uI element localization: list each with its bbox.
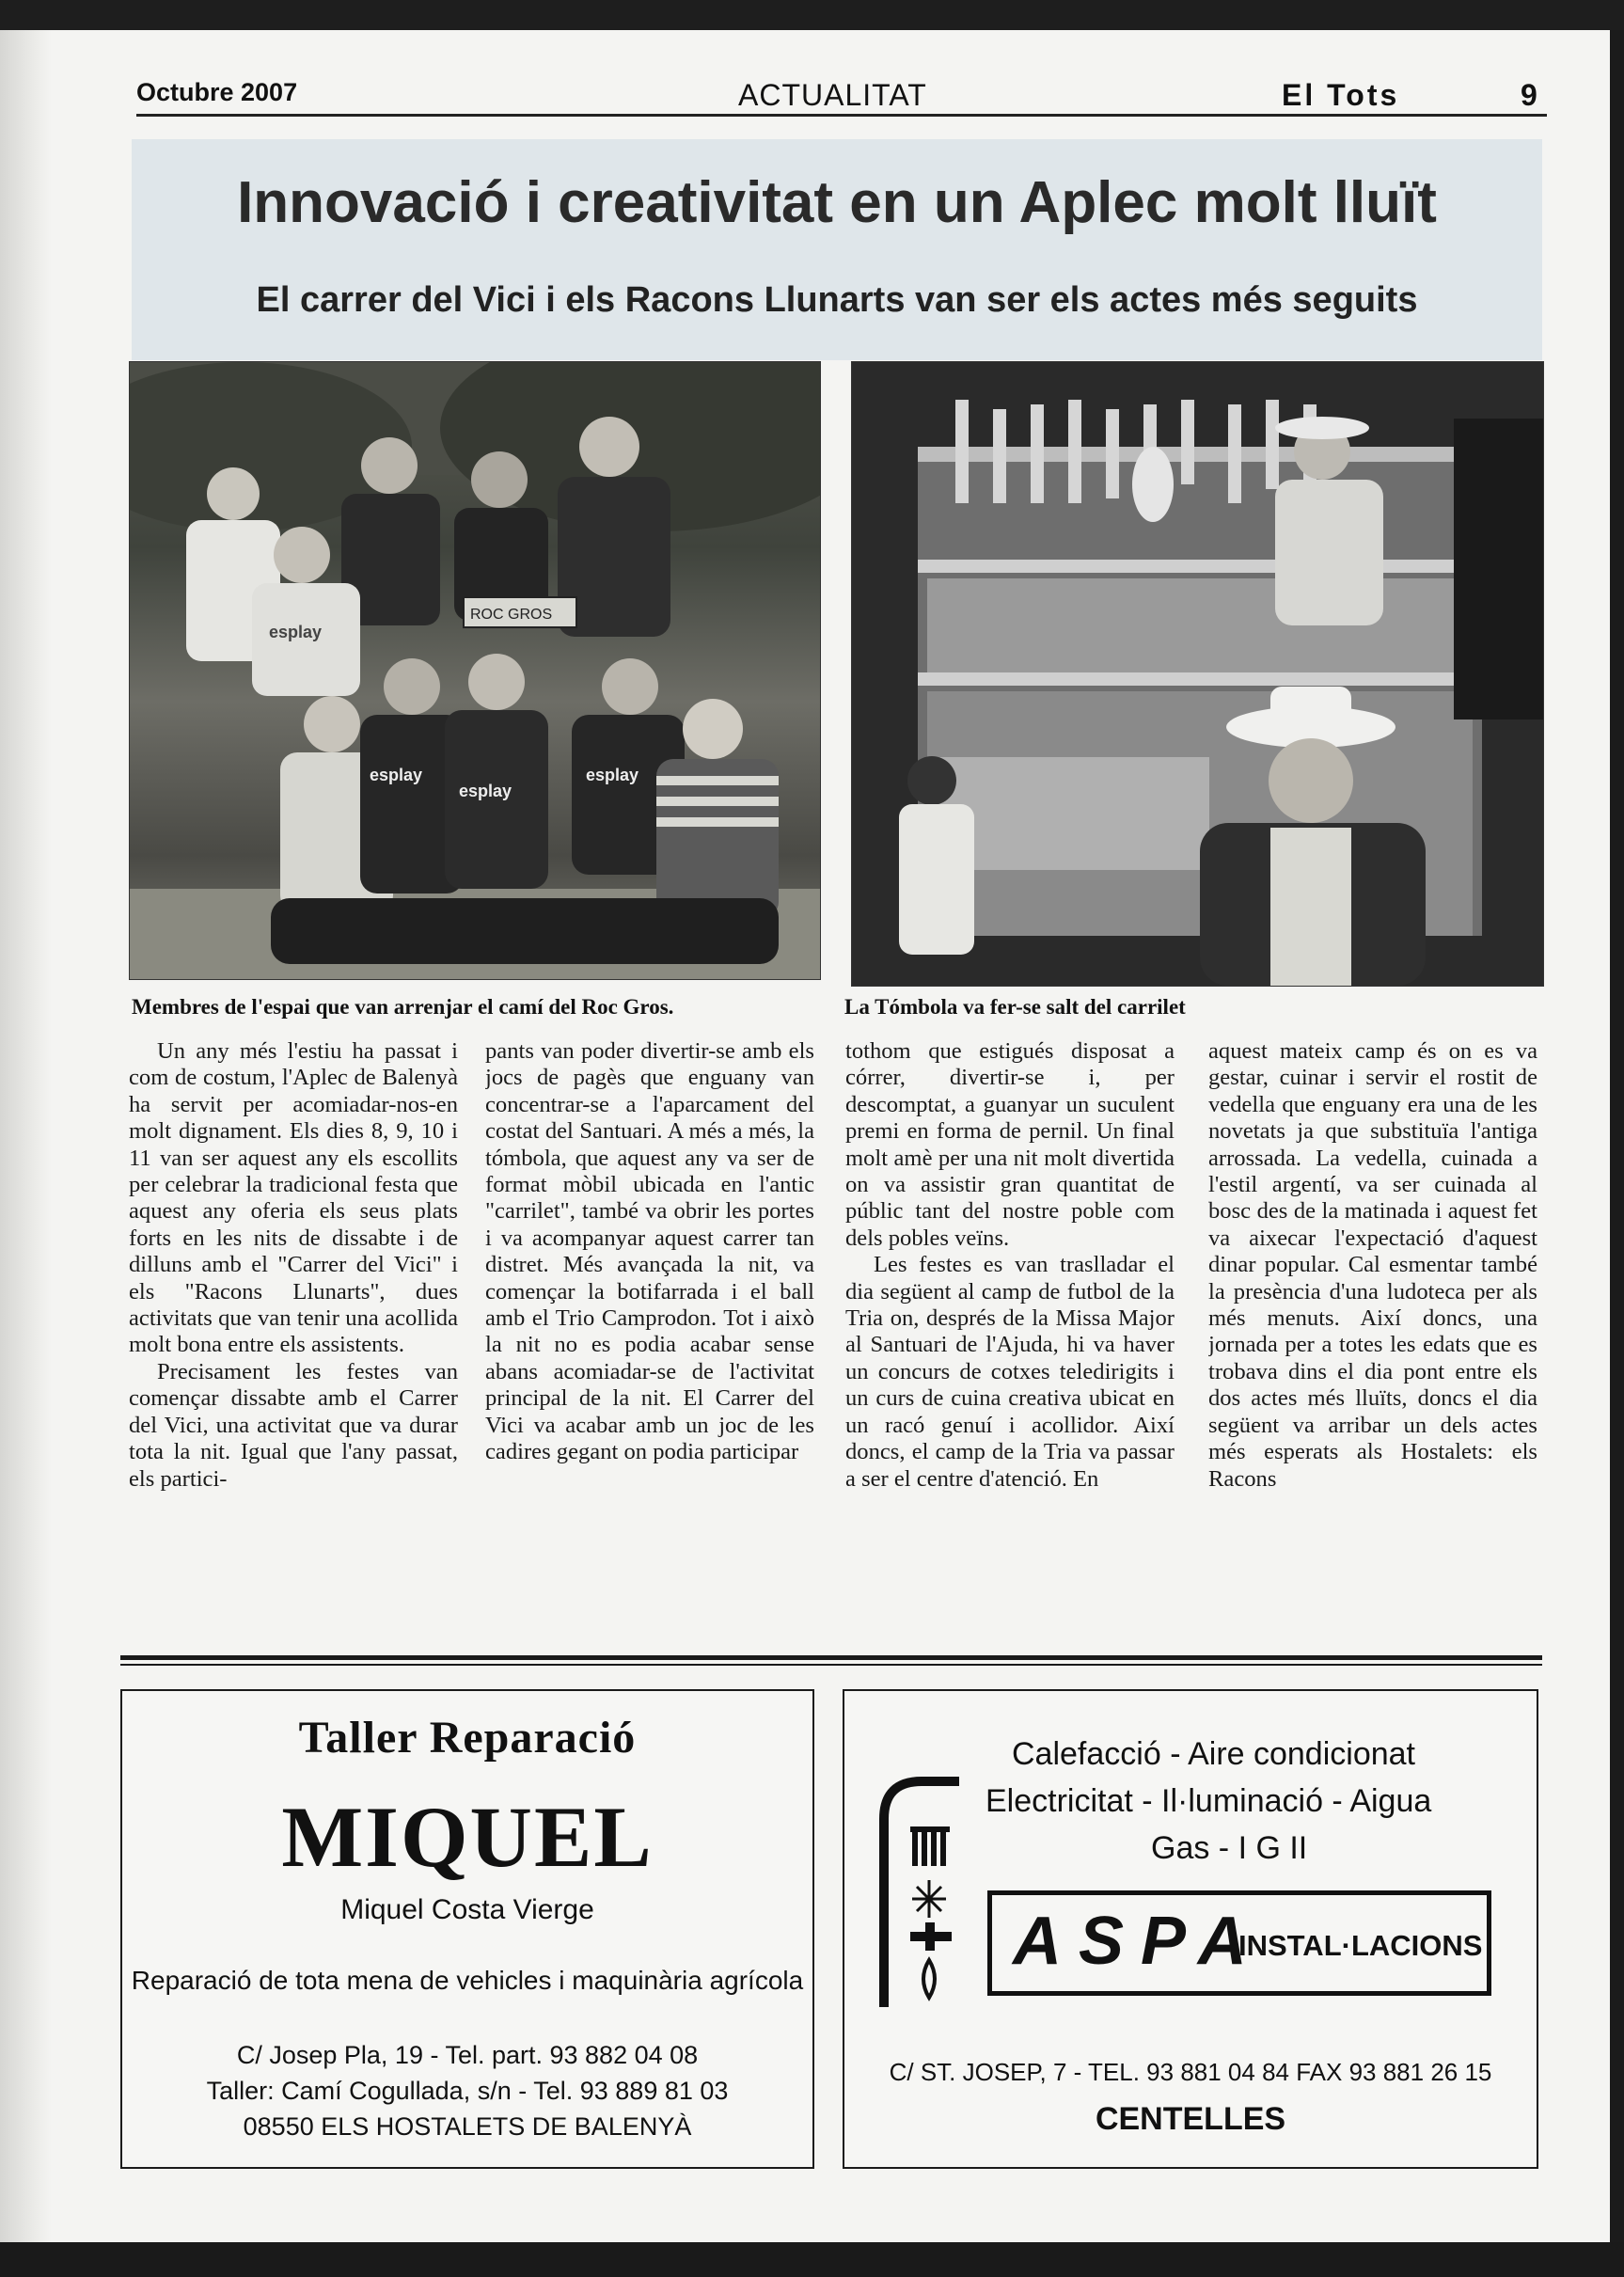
section-divider [120, 1655, 1542, 1660]
ad-business-name: MIQUEL [281, 1789, 654, 1885]
svg-text:esplay: esplay [370, 766, 423, 784]
page-header [136, 71, 1547, 117]
ad-services-line: Electricitat - Il·luminació - Aigua [985, 1783, 1432, 1819]
scan-bottom-border [0, 2242, 1624, 2277]
article-column-1 [129, 1038, 458, 1627]
article-paragraph: aquest mateix camp és on es va gestar, cuinar i servir el rostit de vedella que enguany era una de les novetats ja que substituïa l'antiga arrossada. La vedella, cuinada a l'estil argentí, va ser cuinada al bosc des de la matinada i aquest fet va aixecar l'expectació d'aquest dinar popular. Cal esmentar també la presència d'una ludoteca per als més menuts. Així doncs, una jornada per a totes les edats que es trobava dins el dia pont entre els dos actes més lluïts, doncs el dia següent va arribar un dels actes més esperats als Hostalets: els Racons [1208, 1038, 1537, 1492]
ad-tagline: Reparació de tota mena de vehicles i maquinària agrícola [131, 1966, 804, 1995]
tombola-photo-illustration [852, 362, 1543, 986]
ad-aspa-instal-lacions [843, 1689, 1538, 2169]
article-paragraph: Un any més l'estiu ha passat i com de costum, l'Aplec de Balenyà ha servit per acomiadar-nos-en molt dignament. Els dies 8, 9, 10 i 11 van ser aquest any els escollits per celebrar la tradicional festa que aquest any oferia els seus plats forts en les nits de dissabte i de dilluns amb el "Carrer del Vici" i els "Racons Llunarts", dues activitats que van tenir una acollida molt bona entre els assistents. [129, 1038, 458, 1358]
article-paragraph: Les festes es van traslladar el dia següent al camp de futbol de la Tria on, després de la Missa Major al Santuari de l'Ajuda, hi va haver un concurs de cotxes teledirigits i un curs de cuina creativa ubicat en un racó genuí i acollidor. Així doncs, el camp de la Tria va passar a ser el centre d'atenció. En [845, 1252, 1175, 1492]
tombola-photo [851, 361, 1544, 987]
article-paragraph: Precisament les festes van començar dissabte amb el Carrer del Vici, una activitat que va durar tota la nit. Igual que l'any passat, els partici- [129, 1358, 458, 1492]
group-photo [129, 361, 821, 980]
article-column-2 [485, 1038, 814, 1627]
ad-address-line: Taller: Camí Cogullada, s/n - Tel. 93 889 81 03 [206, 2077, 729, 2105]
section-divider-thin [120, 1664, 1542, 1666]
article-subtitle: El carrer del Vici i els Racons Llunarts van ser els actes més seguits [256, 280, 1418, 320]
article-column-3 [845, 1038, 1175, 1627]
ad-owner: Miquel Costa Vierge [340, 1894, 594, 1925]
plumbing-tap-icon [865, 1772, 969, 2016]
aspa-logo-subtitle: INSTAL·LACIONS [1238, 1929, 1483, 1962]
article-title: Innovació i creativitat en un Aplec molt lluït [237, 170, 1437, 235]
ad-address-line: C/ ST. JOSEP, 7 - TEL. 93 881 04 84 FAX 93 881 26 15 [889, 2058, 1492, 2086]
header-publication: El Tots [1282, 78, 1400, 112]
header-date: Octubre 2007 [136, 78, 298, 106]
aspa-logo-name: ASPA [1013, 1904, 1264, 1979]
ad-heading: Taller Reparació [298, 1713, 637, 1763]
aspa-logo [987, 1890, 1491, 1996]
svg-text:esplay: esplay [459, 782, 512, 800]
ad-services-line: Calefacció - Aire condicionat [1012, 1736, 1416, 1772]
svg-text:esplay: esplay [586, 766, 639, 784]
photo1-caption: Membres de l'espai que van arrenjar el camí del Roc Gros. [132, 995, 674, 1019]
ad-address-line: 08550 ELS HOSTALETS DE BALENYÀ [243, 2112, 692, 2141]
header-section: ACTUALITAT [738, 78, 927, 112]
ad-address-line: C/ Josep Pla, 19 - Tel. part. 93 882 04 08 [236, 2041, 699, 2069]
page-number: 9 [1521, 78, 1537, 112]
sign-text: ROC GROS [470, 607, 553, 623]
page-spine-shadow [0, 30, 52, 2242]
ad-services-line: Gas - I G II [1151, 1830, 1308, 1866]
ad-town: CENTELLES [1095, 2101, 1286, 2137]
svg-text:esplay: esplay [269, 623, 323, 641]
article-paragraph: pants van poder divertir-se amb els jocs de pagès que enguany van concentrar-se a l'aparcament del costat del Santuari. A més a més, la tómbola, que aquest any va ser de format mòbil ubicada en l'antic "carrilet", també va obrir les portes i va acompanyar aquest carrer tan distret. Més avançada la nit, va començar la botifarrada i el ball amb el Trio Camprodon. Tot i això la nit no es podia acabar sense abans acomiadar-se de l'activitat principal de la nit. El Carrer del Vici va acabar amb un joc de les cadires gegant on podia participar [485, 1038, 814, 1465]
article-column-4 [1208, 1038, 1537, 1627]
photo2-caption: La Tómbola va fer-se salt del carrilet [844, 995, 1186, 1019]
ad-taller-miquel [120, 1689, 814, 2169]
article-paragraph: tothom que estigués disposat a córrer, divertir-se i, per descomptat, a guanyar un suculent premi en forma de pernil. Un final molt amè per una nit molt divertida on va assistir gran quantitat de públic tant del nostre poble com dels pobles veïns. [845, 1038, 1175, 1251]
scan-top-border [0, 0, 1624, 30]
group-photo-illustration [130, 362, 820, 979]
